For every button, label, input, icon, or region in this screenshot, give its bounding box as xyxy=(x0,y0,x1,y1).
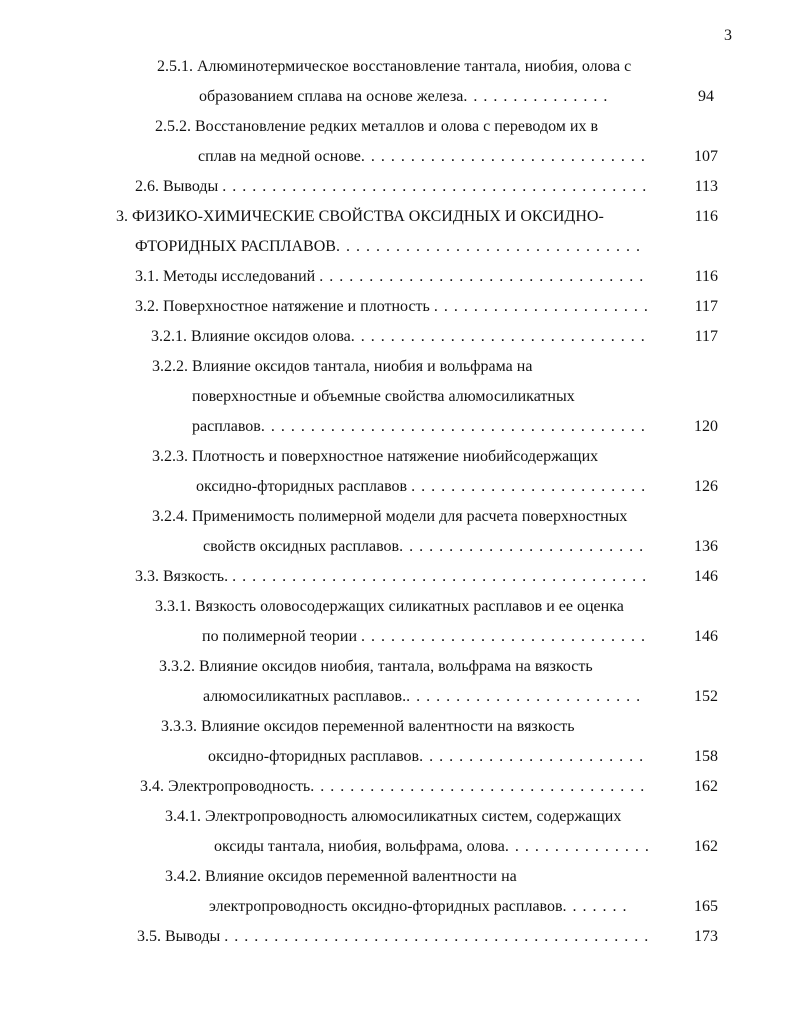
toc-entry-2-6: 2.6. Выводы . . . . . . . . . . . . . . . . . . . . . . . . . . . . . . . . . . . . . . . . . . . xyxy=(135,178,648,195)
leader-dots: . . . . . . . . . . . . . . . . . . . . . . . . . . . . . . . . . . . . . . . . . . . xyxy=(222,178,648,195)
toc-entry-3-2-4-line-1: 3.2.4. Применимость полимерной модели для расчета поверхностных xyxy=(152,508,628,525)
toc-entry-3-2-4-line-2: свойств оксидных расплавов. . . . . . . . . . . . . . . . . . . . . . . . . xyxy=(203,538,645,555)
leader-dots: . . . . . . . . . . . . . . . . . . . . . . . . . . . . . xyxy=(360,148,646,165)
leader-dots: . . . . . . . . . . . . . . . . . . . . . . . . xyxy=(406,688,642,705)
toc-entry-3-3-3-line-2: оксидно-фторидных расплавов. . . . . . . . . . . . . . . . . . . . . . . xyxy=(208,748,645,765)
toc-page-3-2-4: 136 xyxy=(694,538,718,555)
toc-entry-3-line-1: 3. ФИЗИКО-ХИМИЧЕСКИЕ СВОЙСТВА ОКСИДНЫХ И ОКСИДНО- xyxy=(116,208,604,225)
leader-dots: . . . . . . . . . . . . . . . . . . . . . . . . xyxy=(411,478,647,495)
toc-entry-3-2: 3.2. Поверхностное натяжение и плотность . . . . . . . . . . . . . . . . . . . . . . xyxy=(135,298,649,315)
toc-entry-3-5: 3.5. Выводы . . . . . . . . . . . . . . . . . . . . . . . . . . . . . . . . . . . . . . . . . . . xyxy=(137,928,650,945)
leader-dots: . . . . . . . . . . . . . . . . . . . . . . . . . . . . . . . . . . . . . . . . . . xyxy=(232,568,648,585)
toc-entry-3-3-1-line-1: 3.3.1. Вязкость оловосодержащих силикатных расплавов и ее оценка xyxy=(155,598,624,615)
leader-dots: . . . . . . . xyxy=(562,898,628,915)
leader-dots: . . . . . . . . . . . . . . . . . . . . . . . . . . . . . . . . . . . . . . . . . . . xyxy=(224,928,650,945)
toc-entry-2-5-1-line-1: 2.5.1. Алюминотермическое восстановление тантала, ниобия, олова с xyxy=(157,58,632,75)
leader-dots: . . . . . . . . . . . . . . . . . . . . . . . . . . . . . . . . . xyxy=(319,268,645,285)
toc-entry-3-3: 3.3. Вязкость. . . . . . . . . . . . . . . . . . . . . . . . . . . . . . . . . . . . . . . . . . . xyxy=(135,568,648,585)
toc-page-3-3: 146 xyxy=(694,568,718,585)
toc-page-3-3-3: 158 xyxy=(694,748,718,765)
toc-entry-3-3-3-line-1: 3.3.3. Влияние оксидов переменной валентности на вязкость xyxy=(161,718,575,735)
toc-entry-3-2-2-line-3: расплавов. . . . . . . . . . . . . . . . . . . . . . . . . . . . . . . . . . . . . . . xyxy=(192,418,646,435)
leader-dots: . . . . . . . . . . . . . . . xyxy=(463,88,609,105)
toc-page-3: 116 xyxy=(694,208,718,225)
toc-entry-3-3-2-line-2: алюмосиликатных расплавов.. . . . . . . . . . . . . . . . . . . . . . . . xyxy=(203,688,642,705)
toc-page-2-5-1: 94 xyxy=(698,88,714,105)
toc-entry-2-5-1-line-2: образованием сплава на основе железа. . . . . . . . . . . . . . . xyxy=(199,88,609,105)
toc-entry-3-2-2-line-2: поверхностные и объемные свойства алюмосиликатных xyxy=(192,388,575,405)
toc-page-3-4-2: 165 xyxy=(694,898,718,915)
leader-dots: . . . . . . . . . . . . . . . . . . . . . . . xyxy=(419,748,645,765)
toc-entry-2-5-2-line-1: 2.5.2. Восстановление редких металлов и олова с переводом их в xyxy=(155,118,599,135)
leader-dots: . . . . . . . . . . . . . . . . . . . . . . . . . . . . . . . . . . xyxy=(310,778,646,795)
leader-dots: . . . . . . . . . . . . . . . . . . . . . . . . . xyxy=(399,538,645,555)
toc-page-3-3-2: 152 xyxy=(694,688,718,705)
toc-entry-3-4-1-line-1: 3.4.1. Электропроводность алюмосиликатных систем, содержащих xyxy=(165,808,622,825)
toc-page-3-3-1: 146 xyxy=(694,628,718,645)
toc-page-2-5-2: 107 xyxy=(694,148,718,165)
toc-entry-3-4-1-line-2: оксиды тантала, ниобия, вольфрама, олова. . . . . . . . . . . . . . . xyxy=(214,838,650,855)
toc-entry-3-3-2-line-1: 3.3.2. Влияние оксидов ниобия, тантала, вольфрама на вязкость xyxy=(159,658,593,675)
toc-entry-3-4-2-line-1: 3.4.2. Влияние оксидов переменной валентности на xyxy=(165,868,517,885)
toc-page-3-5: 173 xyxy=(694,928,718,945)
toc-page-3-1: 116 xyxy=(694,268,718,285)
toc-entry-3-2-3-line-1: 3.2.3. Плотность и поверхностное натяжение ниобийсодержащих xyxy=(152,448,599,465)
leader-dots: . . . . . . . . . . . . . . . xyxy=(504,838,650,855)
toc-entry-3-3-1-line-2: по полимерной теории . . . . . . . . . . . . . . . . . . . . . . . . . . . . . xyxy=(202,628,647,645)
toc-page-3-4: 162 xyxy=(694,778,718,795)
toc-entry-3-4: 3.4. Электропроводность. . . . . . . . . . . . . . . . . . . . . . . . . . . . . . . . . . xyxy=(140,778,646,795)
page-number: 3 xyxy=(724,27,732,44)
toc-page-3-2: 117 xyxy=(694,298,718,315)
toc-page-3-2-3: 126 xyxy=(694,478,718,495)
toc-page-3-2-2: 120 xyxy=(694,418,718,435)
toc-page-3-4-1: 162 xyxy=(694,838,718,855)
toc-entry-3-1: 3.1. Методы исследований . . . . . . . . . . . . . . . . . . . . . . . . . . . . . . . . . xyxy=(135,268,645,285)
toc-entry-3-4-2-line-2: электропроводность оксидно-фторидных расплавов. . . . . . . xyxy=(209,898,628,915)
toc-entry-2-5-2-line-2: сплав на медной основе. . . . . . . . . . . . . . . . . . . . . . . . . . . . . xyxy=(198,148,646,165)
toc-page-2-6: 113 xyxy=(694,178,718,195)
leader-dots: . . . . . . . . . . . . . . . . . . . . . . . . . . . . . . . xyxy=(335,238,641,255)
leader-dots: . . . . . . . . . . . . . . . . . . . . . . . . . . . . . . . . . . . . . . . xyxy=(260,418,646,435)
toc-entry-3-2-1: 3.2.1. Влияние оксидов олова. . . . . . . . . . . . . . . . . . . . . . . . . . . . . . xyxy=(151,328,646,345)
toc-entry-3-2-2-line-1: 3.2.2. Влияние оксидов тантала, ниобия и вольфрама на xyxy=(152,358,533,375)
leader-dots: . . . . . . . . . . . . . . . . . . . . . . xyxy=(433,298,649,315)
toc-entry-3-2-3-line-2: оксидно-фторидных расплавов . . . . . . . . . . . . . . . . . . . . . . . . xyxy=(196,478,647,495)
leader-dots: . . . . . . . . . . . . . . . . . . . . . . . . . . . . . xyxy=(361,628,647,645)
toc-entry-3-line-2: ФТОРИДНЫХ РАСПЛАВОВ. . . . . . . . . . . . . . . . . . . . . . . . . . . . . . . xyxy=(135,238,641,255)
leader-dots: . . . . . . . . . . . . . . . . . . . . . . . . . . . . . . xyxy=(350,328,646,345)
toc-page-3-2-1: 117 xyxy=(694,328,718,345)
